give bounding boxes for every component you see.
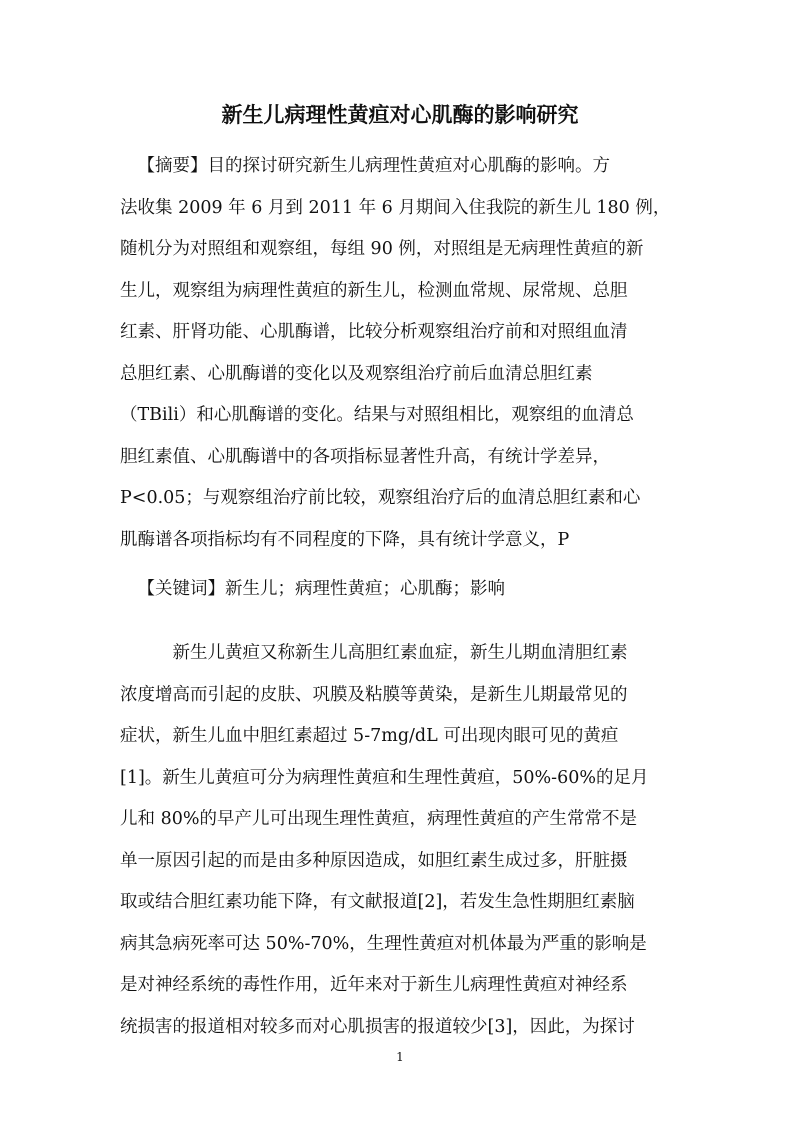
body-line-1 (120, 633, 680, 675)
body-line: 统损害的报道相对较多而对心肌损害的报道较少[3]，因此，为探讨 (120, 1016, 635, 1037)
body-line: 浓度增高而引起的皮肤、巩膜及粘膜等黄染，是新生儿期最常见的 (120, 684, 628, 705)
keywords-label: 【关键词】 (137, 579, 225, 599)
abstract-line: 总胆红素、心肌酶谱的变化以及观察组治疗前后血清总胆红素 (120, 363, 593, 384)
abstract-label: 【摘要】 (137, 156, 208, 176)
keywords-paragraph (120, 569, 680, 611)
body-line: 症状，新生儿血中胆红素超过 5-7mg/dL 可出现肉眼可见的黄疸 (120, 726, 619, 746)
abstract-line: 红素、肝肾功能、心肌酶谱，比较分析观察组治疗前和对照组血清 (120, 322, 628, 342)
abstract-line: 随机分为对照组和观察组，每组 90 例，对照组是无病理性黄疸的新 (120, 239, 644, 259)
body-line: 是对神经系统的毒性作用，近年来对于新生儿病理性黄疸对神经系 (120, 975, 628, 995)
body-line: 单一原因引起的而是由多种原因造成，如胆红素生成过多，肝脏摄 (120, 850, 628, 871)
abstract-line: P<0.05；与观察组治疗前比较，观察组治疗后的血清总胆红素和心 (120, 488, 641, 508)
abstract-line: 胆红素值、心肌酶谱中的各项指标显著性升高，有统计学差异， (120, 446, 610, 467)
keywords-line (120, 569, 680, 611)
abstract-line: 法收集 2009 年 6 月到 2011 年 6 月期间入住我院的新生儿 180 例， (120, 197, 671, 218)
abstract-line-1 (120, 146, 680, 188)
body-paragraph (120, 633, 680, 1048)
abstract-line: 肌酶谱各项指标均有不同程度的下降，具有统计学意义，P (120, 529, 570, 550)
keywords-text: 新生儿；病理性黄疸；心肌酶；影响 (225, 579, 505, 599)
page-number: 1 (396, 1050, 404, 1064)
body-line: 病其急病死率可达 50%-70%，生理性黄疸对机体最为严重的影响是 (120, 933, 647, 954)
document-title: 新生儿病理性黄疸对心肌酶的影响研究 (221, 103, 579, 127)
abstract-paragraph (120, 146, 680, 561)
body-line: 取或结合胆红素功能下降，有文献报道[2]，若发生急性期胆红素脑 (120, 892, 635, 912)
body-text-start: 新生儿黄疸又称新生儿高胆红素血症，新生儿期血清胆红素 (172, 643, 628, 663)
abstract-line: 生儿，观察组为病理性黄疸的新生儿，检测血常规、尿常规、总胆 (120, 280, 628, 301)
body-line: 儿和 80%的早产儿可出现生理性黄疸，病理性黄疸的产生常常不是 (120, 809, 637, 829)
abstract-line: （TBili）和心肌酶谱的变化。结果与对照组相比，观察组的血清总 (120, 405, 634, 425)
body-line: [1]。新生儿黄疸可分为病理性黄疸和生理性黄疸，50%-60%的足月 (120, 767, 649, 788)
abstract-text: 目的探讨研究新生儿病理性黄疸对心肌酶的影响。方 (207, 156, 610, 176)
